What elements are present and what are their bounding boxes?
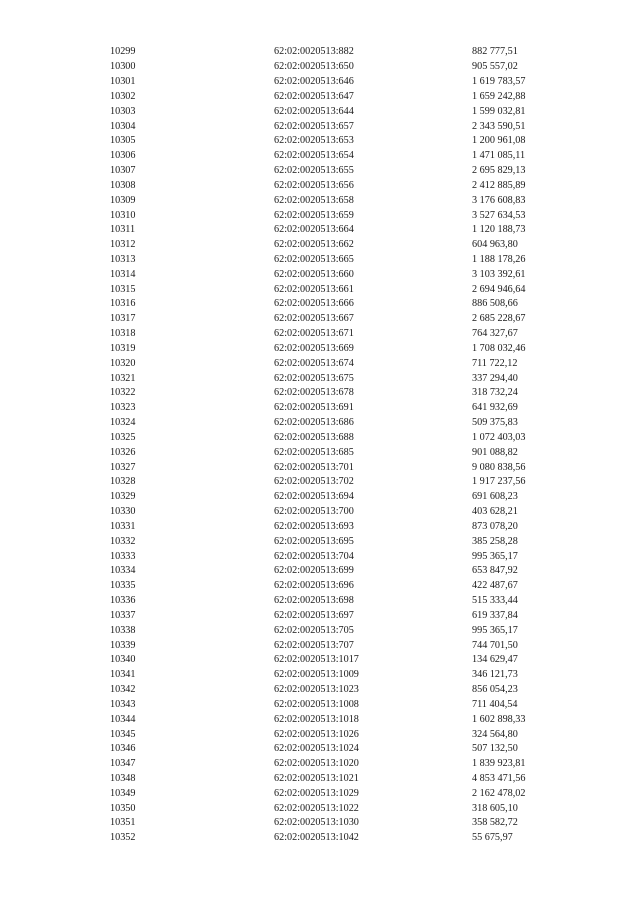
table-row bbox=[110, 297, 592, 312]
table-row bbox=[110, 594, 592, 609]
cadastral-value: 711 404,54 bbox=[472, 698, 518, 710]
cadastral-value: 2 343 590,51 bbox=[472, 120, 526, 132]
cadastral-number: 62:02:0020513:695 bbox=[274, 535, 354, 547]
table-row bbox=[110, 208, 592, 223]
cadastral-number: 62:02:0020513:1024 bbox=[274, 743, 359, 755]
cadastral-value: 1 188 178,26 bbox=[472, 254, 526, 265]
cadastral-number: 62:02:0020513:650 bbox=[274, 61, 354, 73]
row-number: 10315 bbox=[110, 283, 136, 295]
table-row bbox=[110, 608, 592, 623]
table-row bbox=[110, 712, 592, 727]
cadastral-value: 901 088,82 bbox=[472, 446, 518, 458]
row-number: 10329 bbox=[110, 491, 136, 503]
row-number: 10305 bbox=[110, 135, 136, 147]
cadastral-value: 324 564,80 bbox=[472, 728, 518, 740]
row-number: 10321 bbox=[110, 372, 136, 384]
cadastral-value: 744 701,50 bbox=[472, 639, 518, 651]
cadastral-value: 619 337,84 bbox=[472, 609, 518, 621]
cadastral-number: 62:02:0020513:662 bbox=[274, 239, 354, 251]
cadastral-value: 515 333,44 bbox=[472, 595, 518, 607]
cadastral-value: 2 412 885,89 bbox=[472, 179, 526, 191]
cadastral-value: 422 487,67 bbox=[472, 580, 518, 592]
cadastral-number: 62:02:0020513:701 bbox=[274, 461, 354, 473]
row-number: 10345 bbox=[110, 728, 136, 740]
row-number: 10311 bbox=[110, 224, 136, 236]
row-number: 10352 bbox=[110, 832, 136, 844]
row-number: 10330 bbox=[110, 506, 136, 518]
cadastral-value: 905 557,02 bbox=[472, 61, 518, 73]
table-row bbox=[110, 312, 592, 327]
row-number: 10306 bbox=[110, 150, 136, 162]
row-number: 10302 bbox=[110, 90, 136, 102]
table-row bbox=[110, 267, 592, 282]
row-number: 10350 bbox=[110, 802, 136, 814]
table-row bbox=[110, 460, 592, 475]
row-number: 10328 bbox=[110, 476, 136, 488]
cadastral-value: 1 471 085,11 bbox=[472, 150, 526, 162]
table-row bbox=[110, 193, 592, 208]
cadastral-value-table bbox=[110, 45, 592, 846]
table-row bbox=[110, 727, 592, 742]
cadastral-value: 1 619 783,57 bbox=[472, 76, 526, 88]
cadastral-number: 62:02:0020513:657 bbox=[274, 120, 354, 132]
cadastral-number: 62:02:0020513:646 bbox=[274, 76, 354, 88]
cadastral-number: 62:02:0020513:700 bbox=[274, 506, 354, 518]
cadastral-number: 62:02:0020513:694 bbox=[274, 491, 354, 503]
cadastral-value: 711 722,12 bbox=[472, 357, 518, 369]
cadastral-value: 318 605,10 bbox=[472, 802, 518, 814]
cadastral-number: 62:02:0020513:1026 bbox=[274, 728, 359, 740]
cadastral-value: 1 599 032,81 bbox=[472, 105, 526, 117]
table-row bbox=[110, 342, 592, 357]
cadastral-number: 62:02:0020513:1021 bbox=[274, 772, 359, 784]
table-row bbox=[110, 327, 592, 342]
cadastral-value: 604 963,80 bbox=[472, 239, 518, 251]
cadastral-value: 318 732,24 bbox=[472, 387, 518, 399]
cadastral-value: 358 582,72 bbox=[472, 817, 518, 829]
table-row bbox=[110, 356, 592, 371]
row-number: 10335 bbox=[110, 580, 136, 592]
cadastral-value: 1 659 242,88 bbox=[472, 90, 526, 102]
row-number: 10340 bbox=[110, 654, 136, 666]
row-number: 10326 bbox=[110, 446, 136, 458]
table-row bbox=[110, 549, 592, 564]
cadastral-value: 507 132,50 bbox=[472, 743, 518, 755]
row-number: 10325 bbox=[110, 431, 136, 443]
table-row bbox=[110, 386, 592, 401]
table-row bbox=[110, 831, 592, 846]
cadastral-value: 509 375,83 bbox=[472, 417, 518, 429]
cadastral-value: 2 162 478,02 bbox=[472, 787, 526, 799]
row-number: 10324 bbox=[110, 417, 136, 429]
row-number: 10327 bbox=[110, 461, 136, 473]
table-row bbox=[110, 534, 592, 549]
table-row bbox=[110, 683, 592, 698]
cadastral-number: 62:02:0020513:678 bbox=[274, 387, 354, 399]
cadastral-value: 385 258,28 bbox=[472, 535, 518, 547]
row-number: 10314 bbox=[110, 268, 136, 280]
table-row bbox=[110, 238, 592, 253]
cadastral-number: 62:02:0020513:693 bbox=[274, 520, 354, 532]
cadastral-number: 62:02:0020513:669 bbox=[274, 342, 354, 354]
row-number: 10351 bbox=[110, 817, 136, 829]
table-row bbox=[110, 772, 592, 787]
cadastral-number: 62:02:0020513:704 bbox=[274, 550, 354, 562]
row-number: 10318 bbox=[110, 328, 136, 340]
cadastral-number: 62:02:0020513:686 bbox=[274, 417, 354, 429]
cadastral-number: 62:02:0020513:658 bbox=[274, 194, 354, 206]
cadastral-value: 995 365,17 bbox=[472, 550, 518, 562]
row-number: 10312 bbox=[110, 239, 136, 251]
cadastral-value: 346 121,73 bbox=[472, 669, 518, 681]
table-row bbox=[110, 638, 592, 653]
table-row bbox=[110, 75, 592, 90]
cadastral-number: 62:02:0020513:691 bbox=[274, 402, 354, 414]
cadastral-value: 1 839 923,81 bbox=[472, 758, 526, 770]
cadastral-value: 3 103 392,61 bbox=[472, 268, 526, 280]
row-number: 10303 bbox=[110, 105, 136, 117]
row-number: 10338 bbox=[110, 624, 136, 636]
row-number: 10346 bbox=[110, 743, 136, 755]
table-row bbox=[110, 134, 592, 149]
table-row bbox=[110, 816, 592, 831]
cadastral-number: 62:02:0020513:685 bbox=[274, 446, 354, 458]
cadastral-number: 62:02:0020513:659 bbox=[274, 209, 354, 221]
cadastral-number: 62:02:0020513:699 bbox=[274, 565, 354, 577]
table-row bbox=[110, 801, 592, 816]
row-number: 10316 bbox=[110, 298, 136, 310]
table-row bbox=[110, 564, 592, 579]
row-number: 10344 bbox=[110, 713, 136, 725]
cadastral-number: 62:02:0020513:707 bbox=[274, 639, 354, 651]
cadastral-number: 62:02:0020513:1018 bbox=[274, 713, 359, 725]
cadastral-value: 691 608,23 bbox=[472, 491, 518, 503]
cadastral-value: 134 629,47 bbox=[472, 654, 518, 666]
cadastral-value: 882 777,51 bbox=[472, 46, 518, 58]
row-number: 10343 bbox=[110, 698, 136, 710]
table-row bbox=[110, 60, 592, 75]
table-row bbox=[110, 45, 592, 60]
table-row bbox=[110, 786, 592, 801]
row-number: 10334 bbox=[110, 565, 136, 577]
cadastral-value: 1 120 188,73 bbox=[472, 224, 526, 236]
cadastral-number: 62:02:0020513:1030 bbox=[274, 817, 359, 829]
table-row bbox=[110, 416, 592, 431]
cadastral-value: 886 508,66 bbox=[472, 298, 518, 310]
table-row bbox=[110, 445, 592, 460]
row-number: 10342 bbox=[110, 684, 136, 696]
cadastral-number: 62:02:0020513:702 bbox=[274, 476, 354, 488]
cadastral-value: 641 932,69 bbox=[472, 402, 518, 414]
row-number: 10319 bbox=[110, 342, 136, 354]
cadastral-value: 337 294,40 bbox=[472, 372, 518, 384]
table-row bbox=[110, 223, 592, 238]
table-row bbox=[110, 282, 592, 297]
cadastral-value: 653 847,92 bbox=[472, 565, 518, 577]
cadastral-number: 62:02:0020513:664 bbox=[274, 224, 354, 236]
cadastral-number: 62:02:0020513:674 bbox=[274, 357, 354, 369]
cadastral-value: 1 200 961,08 bbox=[472, 135, 526, 147]
table-row bbox=[110, 520, 592, 535]
table-row bbox=[110, 89, 592, 104]
table-row bbox=[110, 104, 592, 119]
cadastral-number: 62:02:0020513:697 bbox=[274, 609, 354, 621]
cadastral-value: 764 327,67 bbox=[472, 328, 518, 340]
row-number: 10336 bbox=[110, 595, 136, 607]
table-row bbox=[110, 668, 592, 683]
cadastral-value: 1 602 898,33 bbox=[472, 713, 526, 725]
table-row bbox=[110, 371, 592, 386]
cadastral-number: 62:02:0020513:696 bbox=[274, 580, 354, 592]
row-number: 10310 bbox=[110, 209, 136, 221]
cadastral-value: 3 527 634,53 bbox=[472, 209, 526, 221]
row-number: 10331 bbox=[110, 520, 136, 532]
cadastral-value: 2 685 228,67 bbox=[472, 313, 526, 325]
row-number: 10339 bbox=[110, 639, 136, 651]
row-number: 10320 bbox=[110, 357, 136, 369]
cadastral-value: 403 628,21 bbox=[472, 506, 518, 518]
cadastral-value: 1 917 237,56 bbox=[472, 476, 526, 488]
row-number: 10308 bbox=[110, 179, 136, 191]
row-number: 10349 bbox=[110, 787, 136, 799]
row-number: 10313 bbox=[110, 254, 136, 265]
row-number: 10317 bbox=[110, 313, 136, 325]
cadastral-value: 1 708 032,46 bbox=[472, 342, 526, 354]
row-number: 10301 bbox=[110, 76, 136, 88]
row-number: 10323 bbox=[110, 402, 136, 414]
table-row bbox=[110, 490, 592, 505]
row-number: 10307 bbox=[110, 165, 136, 177]
row-number: 10348 bbox=[110, 772, 136, 784]
table-row bbox=[110, 119, 592, 134]
cadastral-value: 2 694 946,64 bbox=[472, 283, 526, 295]
cadastral-number: 62:02:0020513:660 bbox=[274, 268, 354, 280]
row-number: 10300 bbox=[110, 61, 136, 73]
cadastral-number: 62:02:0020513:675 bbox=[274, 372, 354, 384]
cadastral-value: 1 072 403,03 bbox=[472, 431, 526, 443]
table-row bbox=[110, 431, 592, 446]
cadastral-number: 62:02:0020513:1023 bbox=[274, 684, 359, 696]
row-number: 10333 bbox=[110, 550, 136, 562]
cadastral-number: 62:02:0020513:1009 bbox=[274, 669, 359, 681]
cadastral-number: 62:02:0020513:688 bbox=[274, 431, 354, 443]
row-number: 10304 bbox=[110, 120, 136, 132]
cadastral-number: 62:02:0020513:661 bbox=[274, 283, 354, 295]
row-number: 10347 bbox=[110, 758, 136, 770]
cadastral-value: 873 078,20 bbox=[472, 520, 518, 532]
cadastral-number: 62:02:0020513:655 bbox=[274, 165, 354, 177]
table-row bbox=[110, 505, 592, 520]
cadastral-number: 62:02:0020513:665 bbox=[274, 254, 354, 265]
cadastral-number: 62:02:0020513:656 bbox=[274, 179, 354, 191]
table-row bbox=[110, 697, 592, 712]
row-number: 10299 bbox=[110, 46, 136, 58]
row-number: 10309 bbox=[110, 194, 136, 206]
table-row bbox=[110, 623, 592, 638]
row-number: 10322 bbox=[110, 387, 136, 399]
table-row bbox=[110, 401, 592, 416]
table-row bbox=[110, 178, 592, 193]
row-number: 10337 bbox=[110, 609, 136, 621]
row-number: 10332 bbox=[110, 535, 136, 547]
cadastral-number: 62:02:0020513:1022 bbox=[274, 802, 359, 814]
cadastral-number: 62:02:0020513:1008 bbox=[274, 698, 359, 710]
table-row bbox=[110, 579, 592, 594]
cadastral-value: 9 080 838,56 bbox=[472, 461, 526, 473]
cadastral-number: 62:02:0020513:644 bbox=[274, 105, 354, 117]
cadastral-number: 62:02:0020513:654 bbox=[274, 150, 354, 162]
table-row bbox=[110, 164, 592, 179]
table-body bbox=[110, 45, 592, 846]
cadastral-value: 995 365,17 bbox=[472, 624, 518, 636]
cadastral-number: 62:02:0020513:671 bbox=[274, 328, 354, 340]
cadastral-number: 62:02:0020513:1020 bbox=[274, 758, 359, 770]
cadastral-value: 856 054,23 bbox=[472, 684, 518, 696]
cadastral-number: 62:02:0020513:1017 bbox=[274, 654, 359, 666]
cadastral-value: 4 853 471,56 bbox=[472, 772, 526, 784]
cadastral-number: 62:02:0020513:653 bbox=[274, 135, 354, 147]
cadastral-number: 62:02:0020513:647 bbox=[274, 90, 354, 102]
table-row bbox=[110, 742, 592, 757]
cadastral-value: 3 176 608,83 bbox=[472, 194, 526, 206]
table-row bbox=[110, 475, 592, 490]
cadastral-number: 62:02:0020513:1029 bbox=[274, 787, 359, 799]
table-row bbox=[110, 149, 592, 164]
cadastral-number: 62:02:0020513:667 bbox=[274, 313, 354, 325]
cadastral-number: 62:02:0020513:1042 bbox=[274, 832, 359, 844]
cadastral-number: 62:02:0020513:882 bbox=[274, 46, 354, 58]
cadastral-number: 62:02:0020513:698 bbox=[274, 595, 354, 607]
table-row bbox=[110, 653, 592, 668]
table-row bbox=[110, 253, 592, 268]
cadastral-number: 62:02:0020513:666 bbox=[274, 298, 354, 310]
cadastral-value: 2 695 829,13 bbox=[472, 165, 526, 177]
cadastral-value: 55 675,97 bbox=[472, 832, 513, 844]
table-row bbox=[110, 757, 592, 772]
row-number: 10341 bbox=[110, 669, 136, 681]
cadastral-number: 62:02:0020513:705 bbox=[274, 624, 354, 636]
